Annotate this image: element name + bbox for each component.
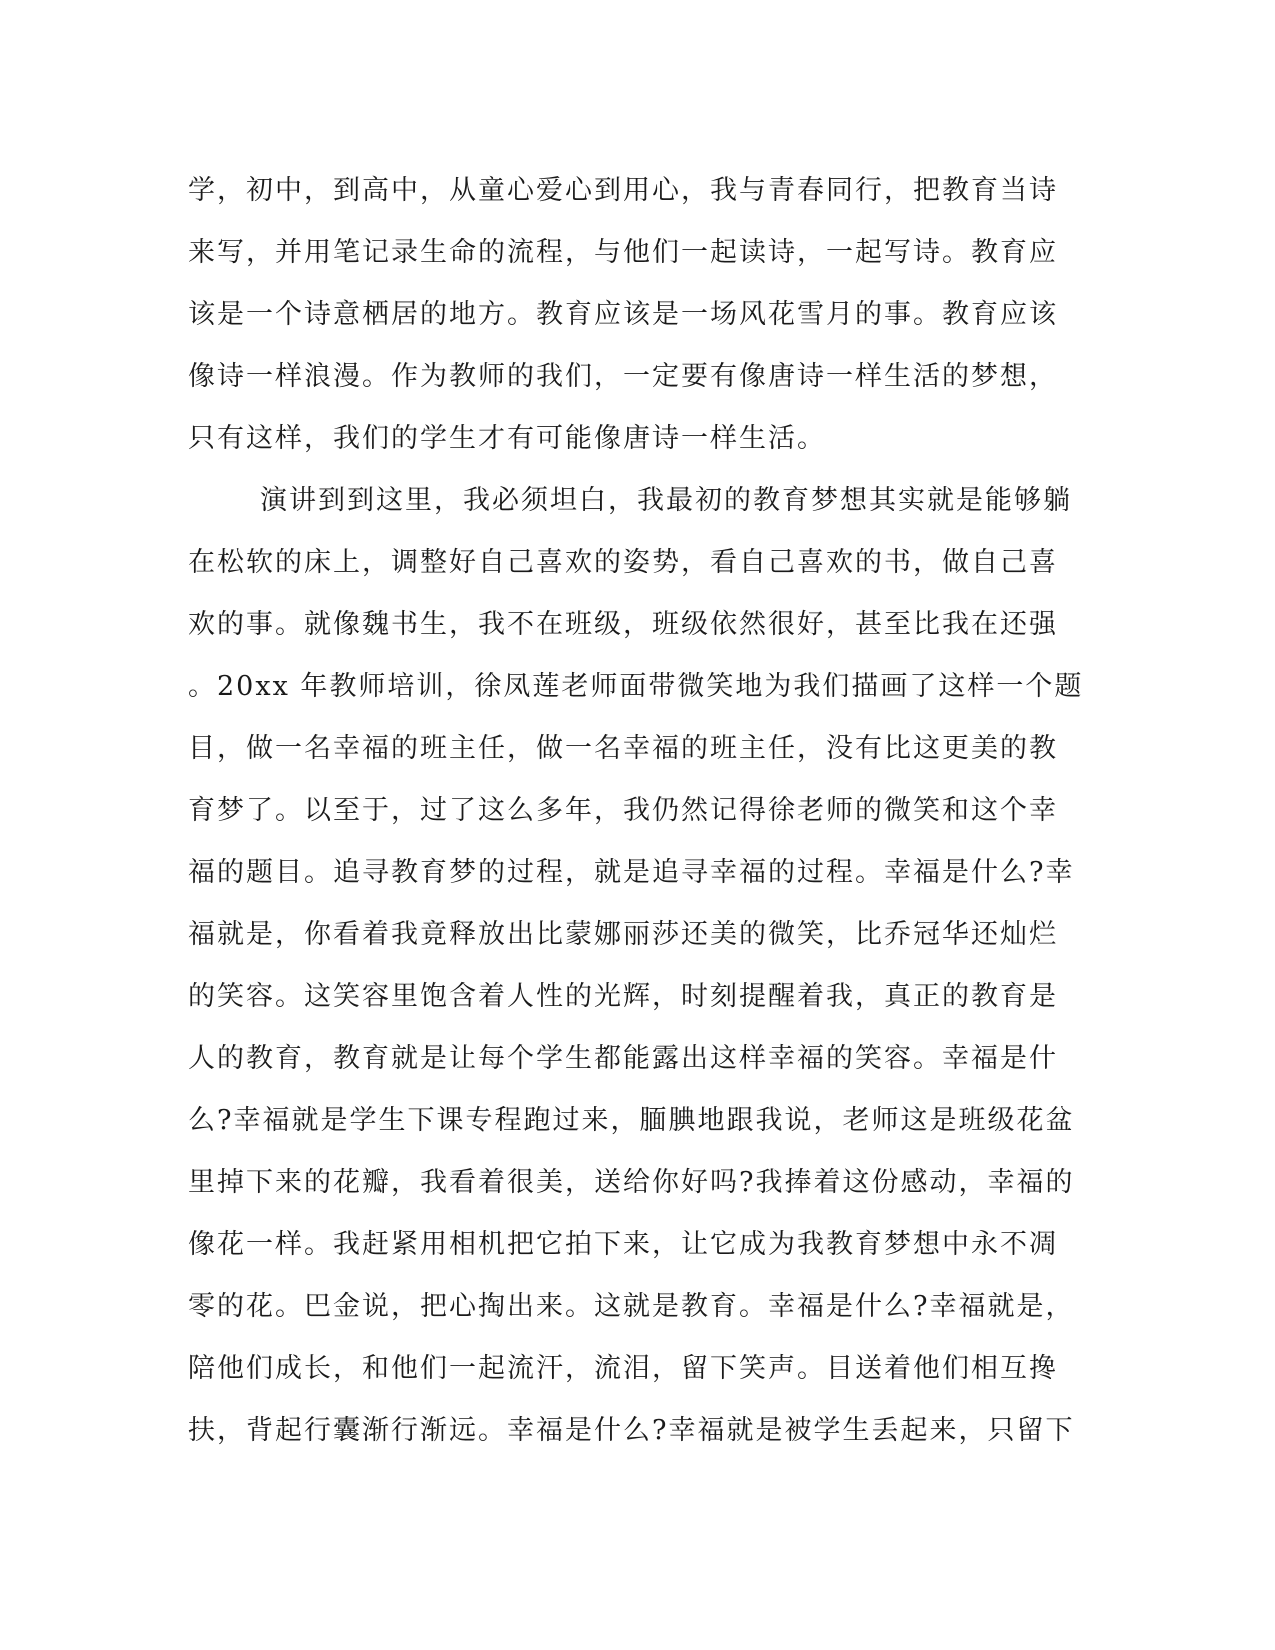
text-line: 欢的事。就像魏书生，我不在班级，班级依然很好，甚至比我在还强 [188,609,1058,640]
text-line: 在松软的床上，调整好自己喜欢的姿势，看自己喜欢的书，做自己喜 [188,547,1058,578]
paragraph-1 [188,160,1068,470]
text-line: 里掉下来的花瓣，我看着很美，送给你好吗?我捧着这份感动，幸福的 [188,1167,1075,1198]
text-line: 目，做一名幸福的班主任，做一名幸福的班主任，没有比这更美的教 [188,733,1058,764]
text-line-indented: 演讲到到这里，我必须坦白，我最初的教育梦想其实就是能够躺 [260,485,1072,516]
text-line: 么?幸福就是学生下课专程跑过来，腼腆地跟我说，老师这是班级花盆 [188,1105,1075,1136]
text-line: 扶，背起行囊渐行渐远。幸福是什么?幸福就是被学生丢起来，只留下 [188,1415,1075,1446]
text-line: 学，初中，到高中，从童心爱心到用心，我与青春同行，把教育当诗 [188,175,1058,206]
text-line: 零的花。巴金说，把心掏出来。这就是教育。幸福是什么?幸福就是， [188,1291,1075,1322]
text-line: 像花一样。我赶紧用相机把它拍下来，让它成为我教育梦想中永不凋 [188,1229,1058,1260]
text-line: 福就是，你看着我竟释放出比蒙娜丽莎还美的微笑，比乔冠华还灿烂 [188,919,1058,950]
text-line: 人的教育，教育就是让每个学生都能露出这样幸福的笑容。幸福是什 [188,1043,1058,1074]
text-line: 福的题目。追寻教育梦的过程，就是追寻幸福的过程。幸福是什么?幸 [188,857,1075,888]
text-line: 的笑容。这笑容里饱含着人性的光辉，时刻提醒着我，真正的教育是 [188,981,1058,1012]
text-line: 只有这样，我们的学生才有可能像唐诗一样生活。 [188,423,826,454]
paragraph-2 [188,470,1084,1462]
text-line: 陪他们成长，和他们一起流汗，流泪，留下笑声。目送着他们相互搀 [188,1353,1058,1384]
text-line: 像诗一样浪漫。作为教师的我们，一定要有像唐诗一样生活的梦想， [188,361,1058,392]
text-line: 该是一个诗意栖居的地方。教育应该是一场风花雪月的事。教育应该 [188,299,1058,330]
text-line: 。20xx 年教师培训，徐凤莲老师面带微笑地为我们描画了这样一个题 [188,671,1084,702]
text-line: 育梦了。以至于，过了这么多年，我仍然记得徐老师的微笑和这个幸 [188,795,1058,826]
text-line: 来写，并用笔记录生命的流程，与他们一起读诗，一起写诗。教育应 [188,237,1058,268]
